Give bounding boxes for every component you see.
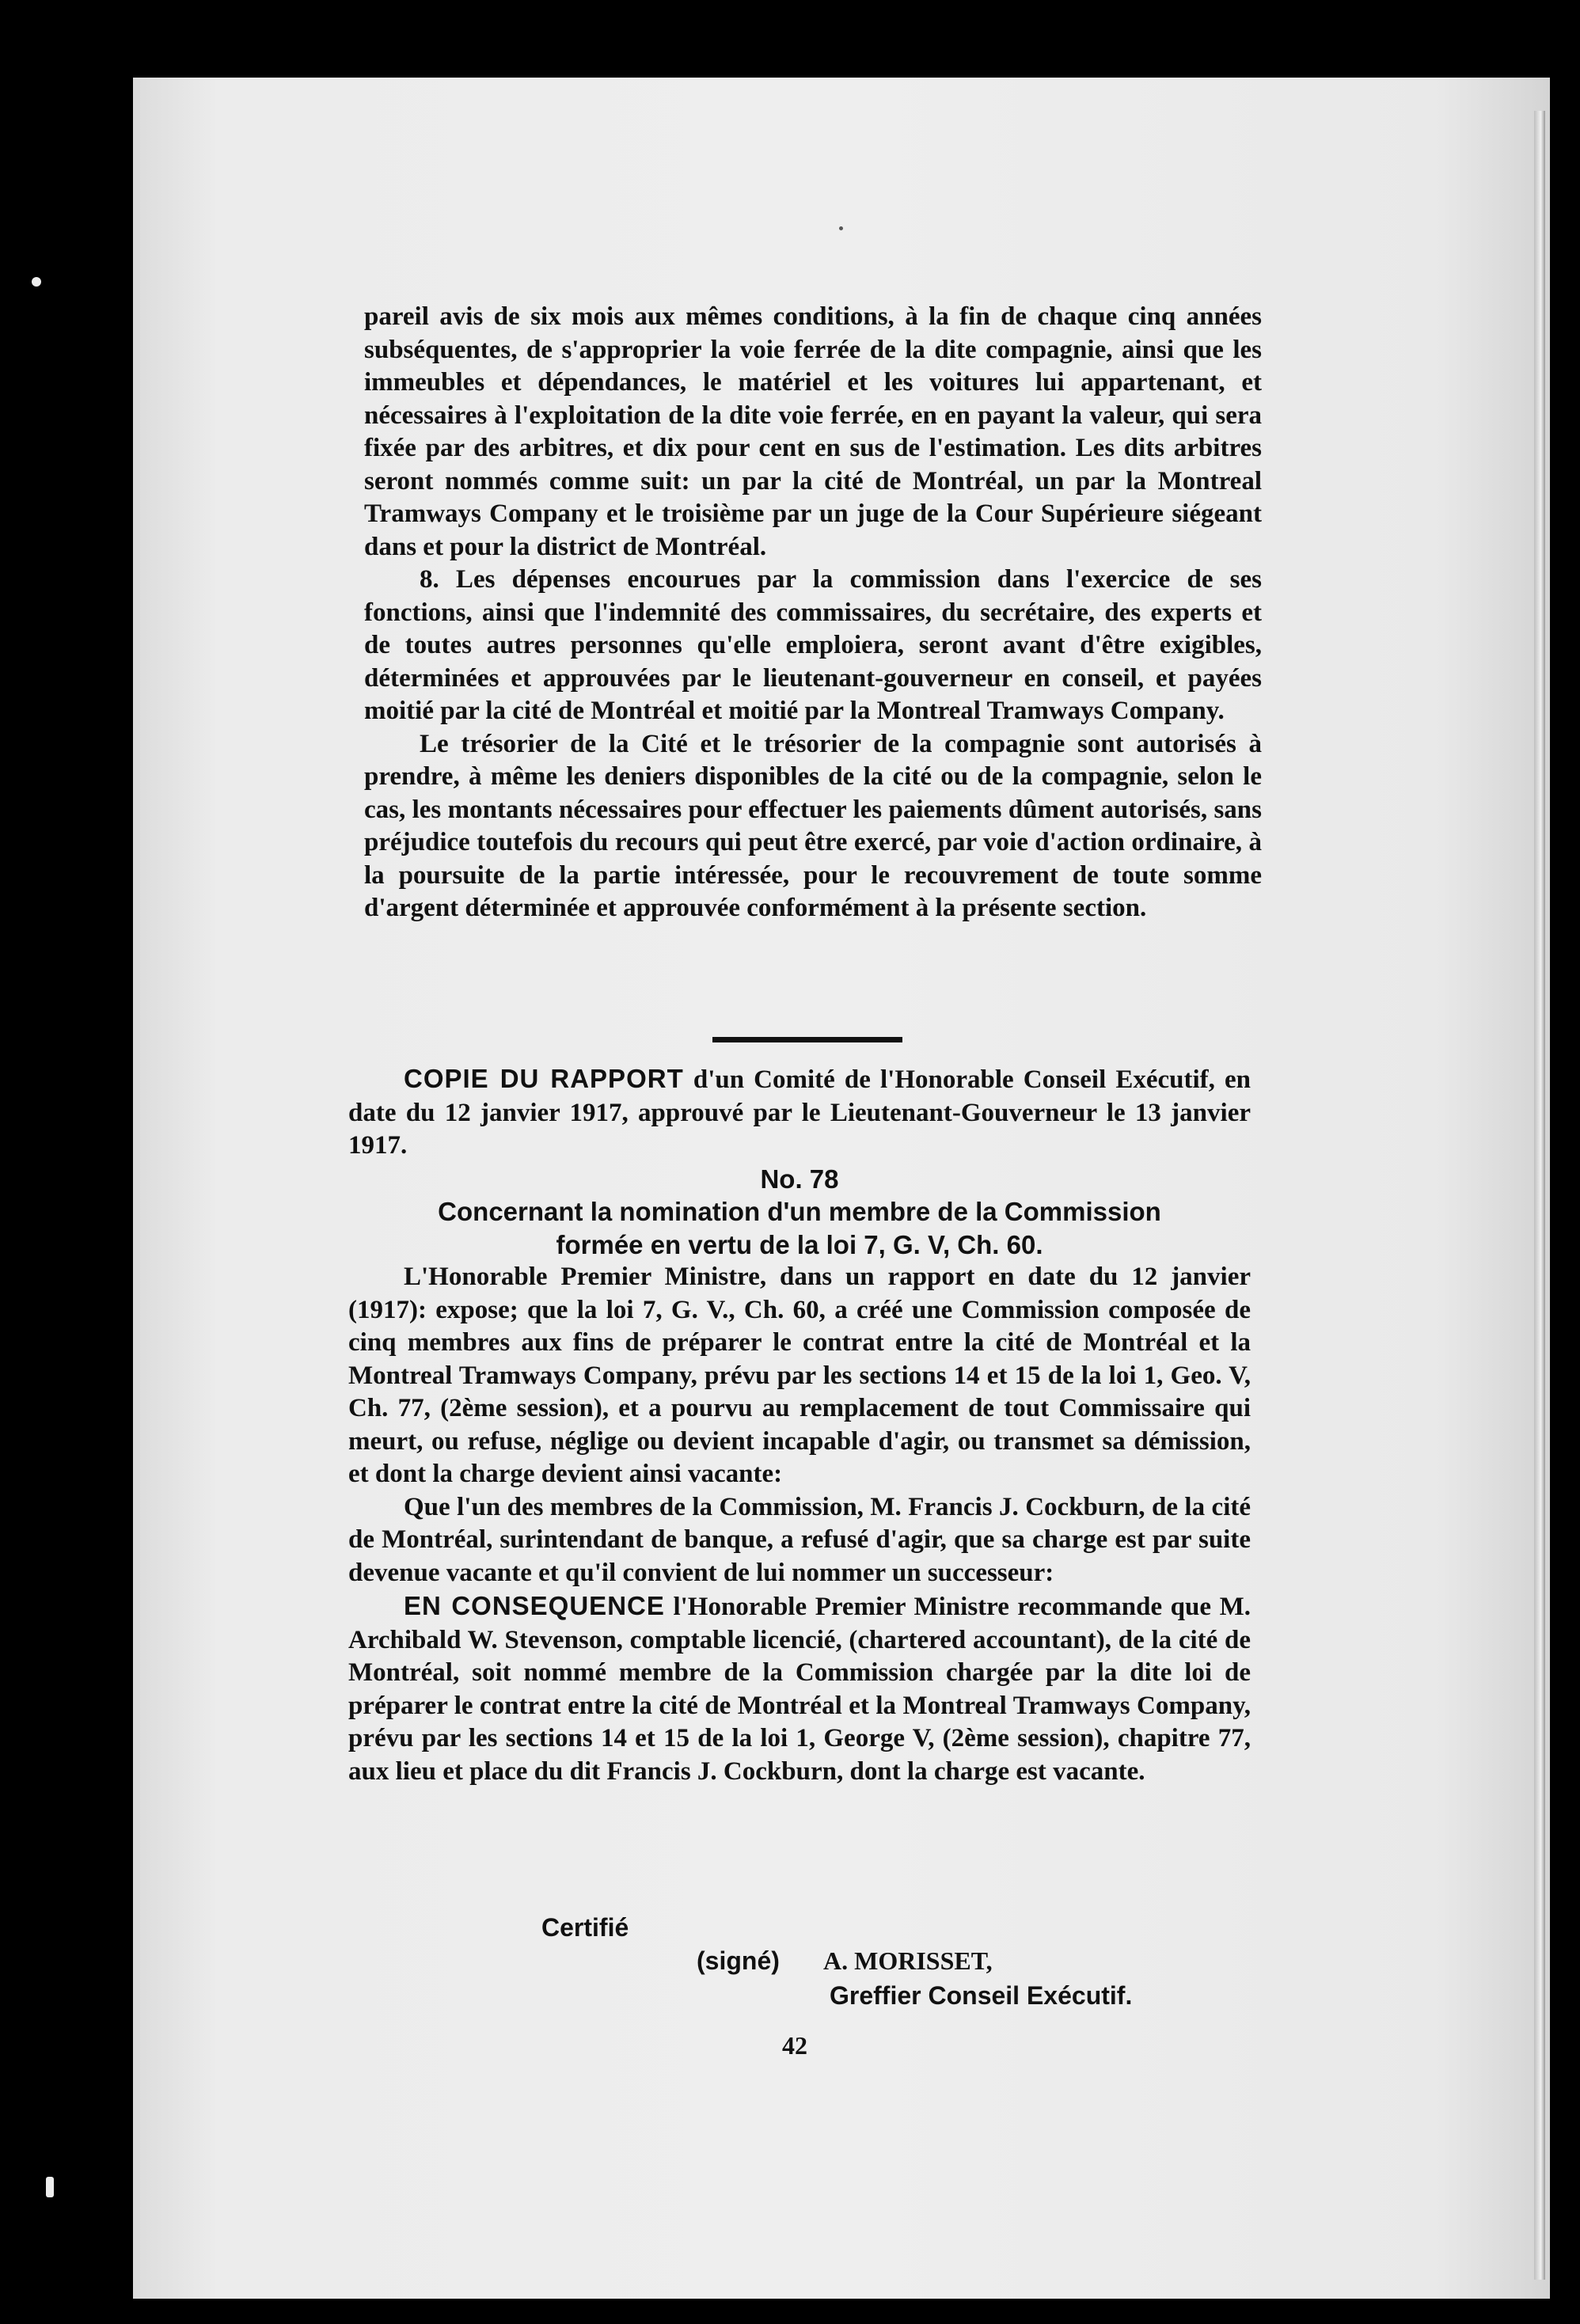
text-block-top	[364, 301, 1262, 925]
signer-title: Greffier Conseil Exécutif.	[830, 1981, 1133, 2010]
text-block-report	[348, 1062, 1251, 1788]
conclusion-lead: EN CONSEQUENCE	[404, 1591, 665, 1620]
paragraph-conclusion	[348, 1589, 1251, 1788]
report-intro-text: d'un Comité de l'Honorable Conseil Exécutif, en date du 12 janvier 1917, approuvé par le Lieutenant-Gouverneur le 13 janvier 1917.	[348, 1065, 1251, 1160]
scan-speck	[839, 226, 843, 230]
signer-name: A. MORISSET,	[823, 1946, 993, 1975]
paragraph: Que l'un des membres de la Commission, M. Francis J. Cockburn, de la cité de Montréal, surintendant de banque, a refusé d'agir, que sa charge est par suite devenue vacante et qu'il convient de lui nommer un successeur:	[348, 1492, 1251, 1587]
page-number: 42	[782, 2031, 807, 2060]
report-lead: COPIE DU RAPPORT	[404, 1064, 684, 1093]
report-number: No. 78	[760, 1164, 839, 1194]
scan-speck	[46, 2177, 54, 2197]
page-edge-strip	[1534, 111, 1545, 2280]
paragraph-section-8: 8. Les dépenses encourues par la commission dans l'exercice de ses fonctions, ainsi que l'indemnité des commissaires, du secrétaire, des experts et de toutes autres personnes qu'elle emploiera, seront avant d'être exigibles, déterminées et approuvées par le lieutenant-gouverneur en conseil, et payées moitié par la cité de Montréal et moitié par la Montreal Tramways Company.	[364, 565, 1262, 725]
scan-speck	[32, 277, 41, 287]
signed-label: (signé)	[697, 1946, 780, 1975]
report-intro	[348, 1062, 1251, 1163]
paragraph: Le trésorier de la Cité et le trésorier de la compagnie sont autorisés à prendre, à même les deniers disponibles de la cité ou de la compagnie, selon le cas, les montants nécessaires pour effectuer les paiements dûment autorisés, sans préjudice toutefois du recours qui peut être exercé, par voie d'action ordinaire, à la poursuite de la partie intéressée, pour le recouvrement de toute somme d'argent déterminée et approuvée conformément à la présente section.	[364, 729, 1262, 922]
paragraph: pareil avis de six mois aux mêmes conditions, à la fin de chaque cinq années subséquentes, de s'approprier la voie ferrée de la dite compagnie, ainsi que les immeubles et dépendances, le matériel et les voitures lui appartenant, et nécessaires à l'exploitation de la dite voie ferrée, en en payant la valeur, qui sera fixée par des arbitres, et dix pour cent en sus de l'estimation. Les dits arbitres seront nommés comme suit: un par la cité de Montréal, un par la Montreal Tramways Company et le troisième par un juge de la Cour Supérieure siégeant dans et pour la district de Montréal.	[364, 302, 1262, 561]
scan-border-right	[1550, 87, 1580, 2296]
report-heading-line-2: formée en vertu de la loi 7, G. V, Ch. 60.	[556, 1229, 1043, 1259]
conclusion-text: l'Honorable Premier Ministre recommande que M. Archibald W. Stevenson, comptable licencié, (chartered accountant), de la cité de Montréal, soit nommé membre de la Commission chargée par la dite loi de préparer le contrat entre la cité de Montréal et la Montreal Tramways Company, prévu par les sections 14 et 15 de la loi 1, George V, (2ème session), chapitre 77, aux lieu et place du dit Francis J. Cockburn, dont la charge est vacante.	[348, 1593, 1251, 1786]
paragraph: L'Honorable Premier Ministre, dans un rapport en date du 12 janvier (1917): expose; que la loi 7, G. V., Ch. 60, a créé une Commission composée de cinq membres aux fins de préparer le contrat entre la cité de Montréal et la Montreal Tramways Company, prévu par les sections 14 et 15 de la loi 1, Geo. V, Ch. 77, (2ème session), et a pourvu au remplacement de tout Commissaire qui meurt, ou refuse, néglige ou devient incapable d'agir, ou transmet sa démission, et dont la charge devient ainsi vacante:	[348, 1263, 1251, 1488]
report-heading-line-1: Concernant la nomination d'un membre de la Commission	[438, 1197, 1161, 1226]
section-divider	[712, 1037, 902, 1042]
certified-label: Certifié	[541, 1913, 629, 1942]
